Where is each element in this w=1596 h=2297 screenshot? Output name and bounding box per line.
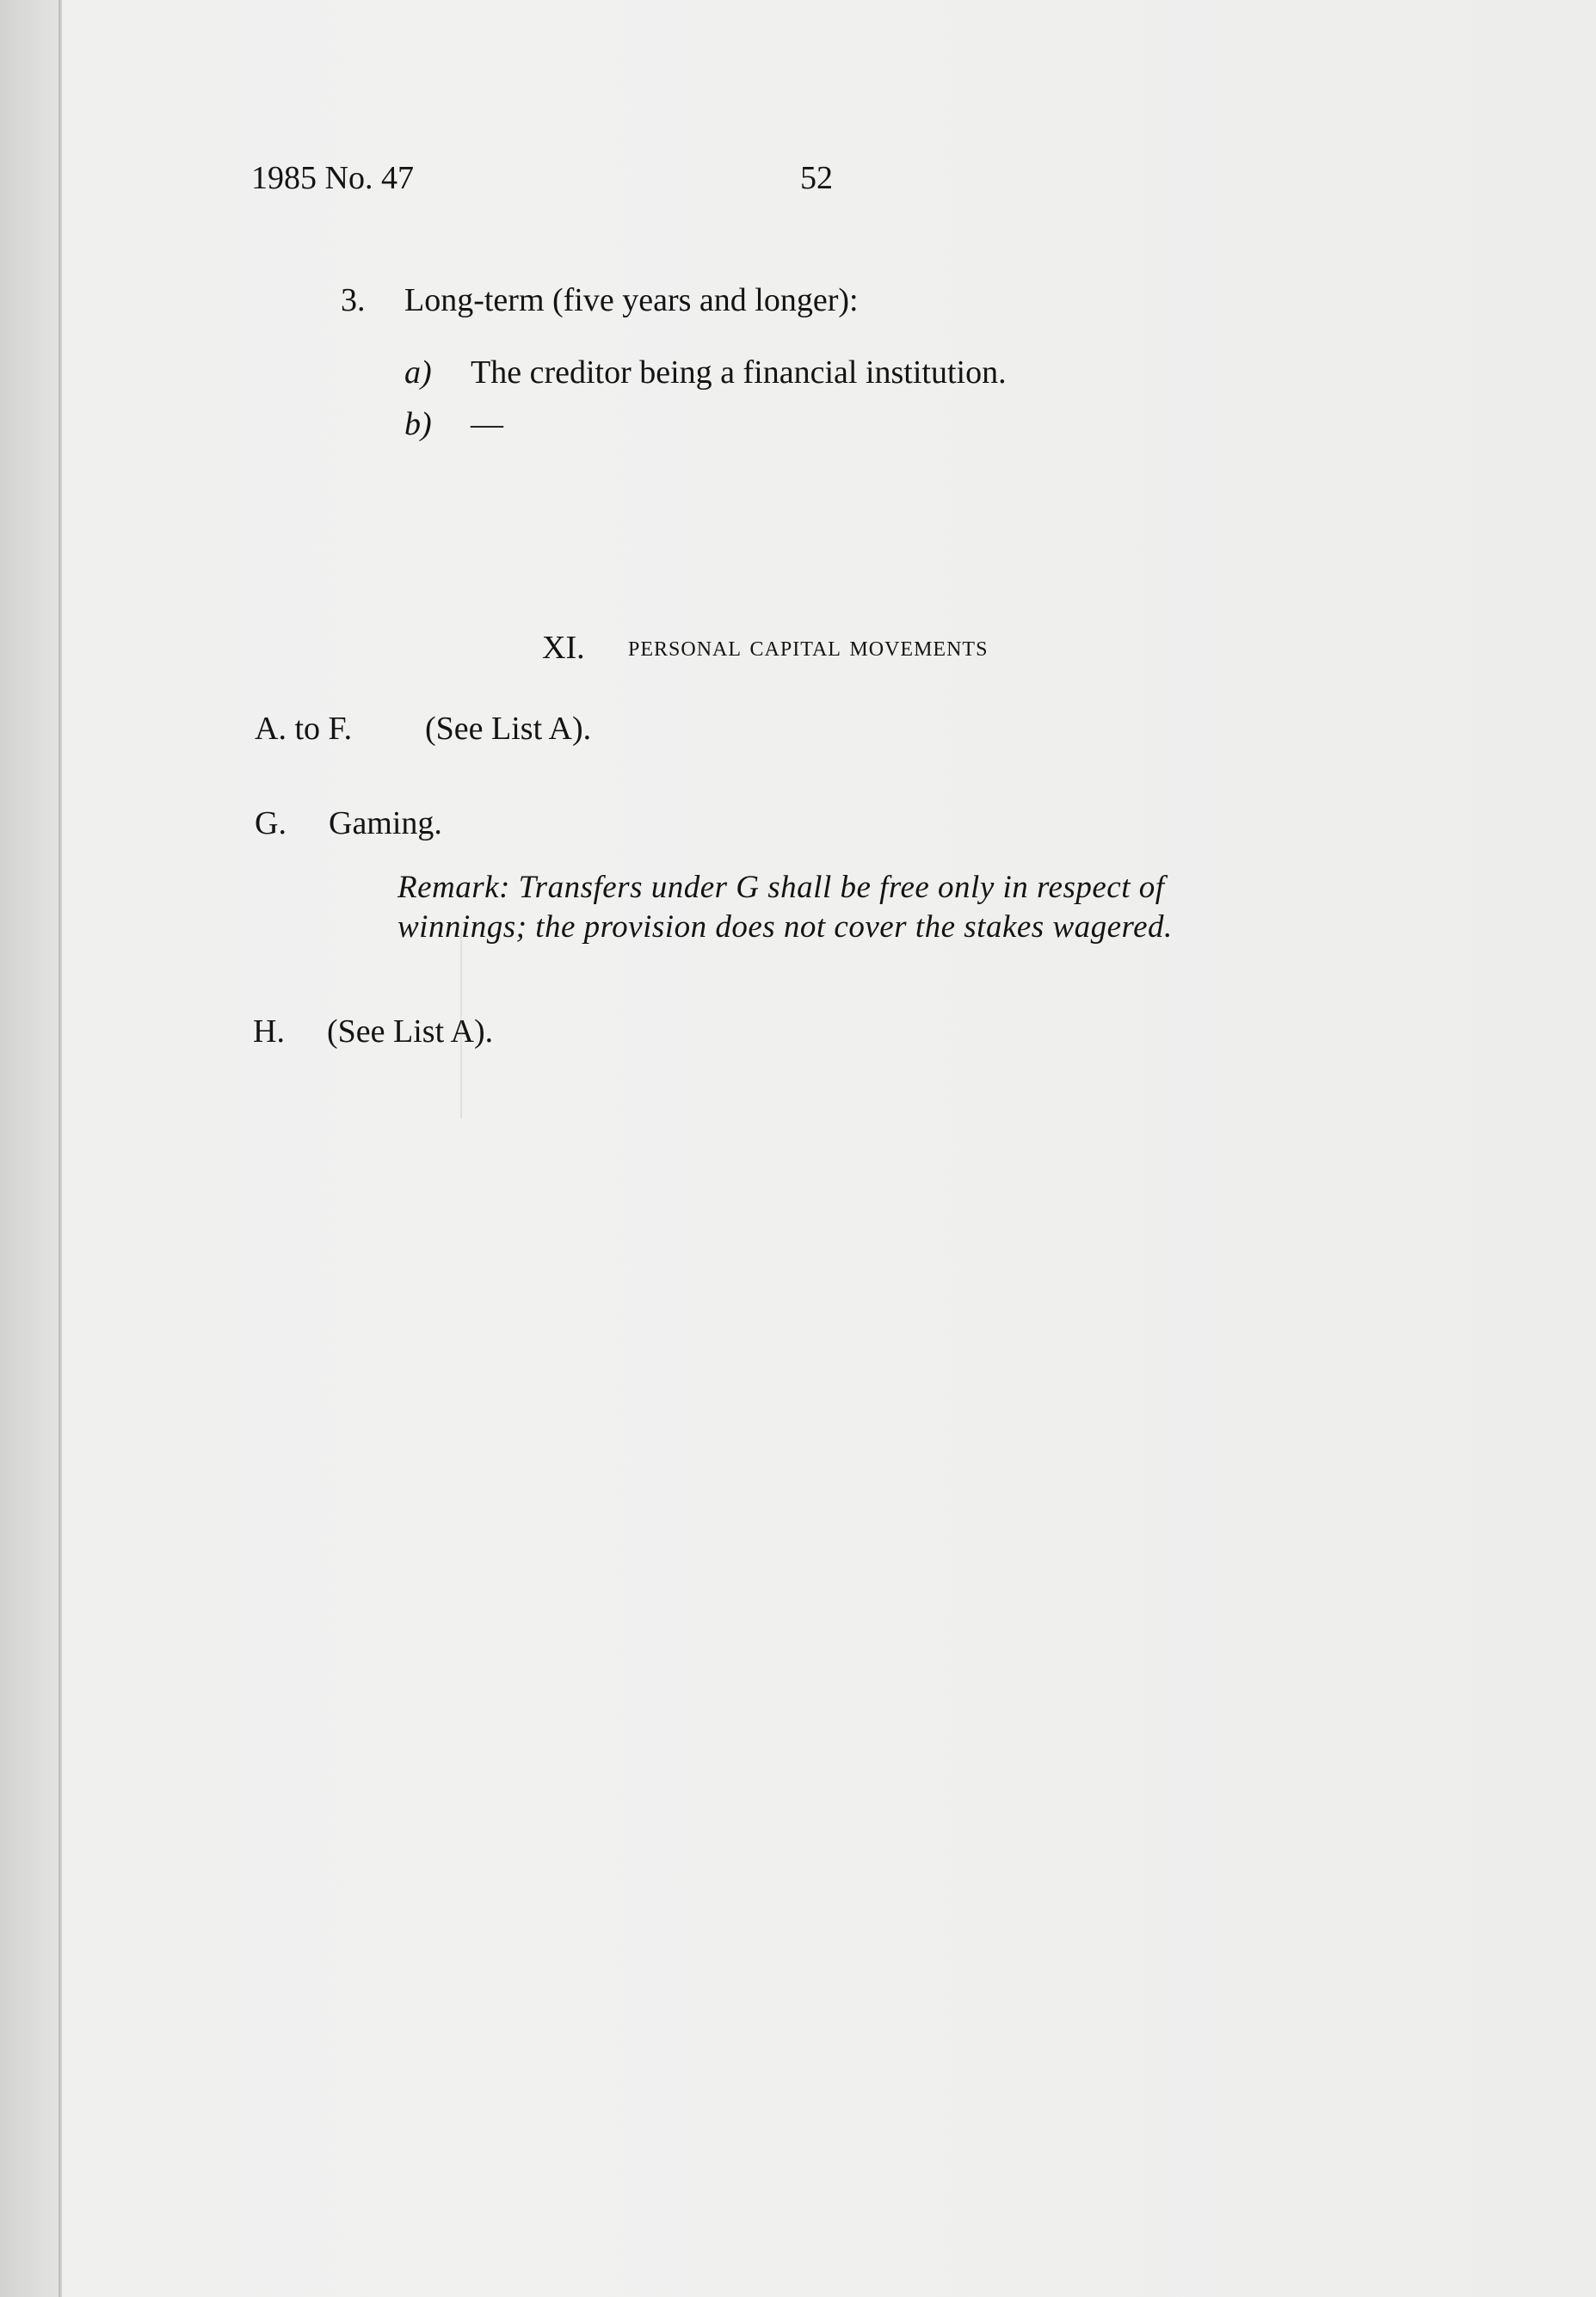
entry-a-to-f-label: A. to F. [255, 711, 353, 747]
document-number: 1985 No. 47 [251, 160, 414, 196]
entry-h-label: H. [253, 1013, 285, 1050]
binding-shadow [0, 0, 60, 2297]
entry-h-text: (See List A). [327, 1013, 494, 1050]
entry-g-label: G. [255, 805, 287, 841]
entry-g-text: Gaming. [329, 805, 442, 841]
item-a-text: The creditor being a financial institution. [471, 354, 1007, 391]
remark-line-2: winnings; the provision does not cover the stakes wagered. [397, 909, 1173, 945]
entry-a-to-f-text: (See List A). [425, 711, 592, 747]
item-b-text: — [471, 406, 503, 442]
remark-line-1: Remark: Transfers under G shall be free only in respect of [397, 870, 1165, 905]
item-b-marker: b) [404, 406, 432, 442]
section-3-number: 3. [341, 282, 366, 318]
section-xi-numeral: XI. [542, 630, 585, 666]
page-number: 52 [800, 160, 833, 196]
item-a-marker: a) [404, 354, 432, 391]
faint-vertical-rule [460, 929, 462, 1118]
section-3-heading: Long-term (five years and longer): [404, 282, 859, 318]
binding-edge [59, 0, 62, 2297]
section-xi-title: personal capital movements [628, 631, 989, 662]
